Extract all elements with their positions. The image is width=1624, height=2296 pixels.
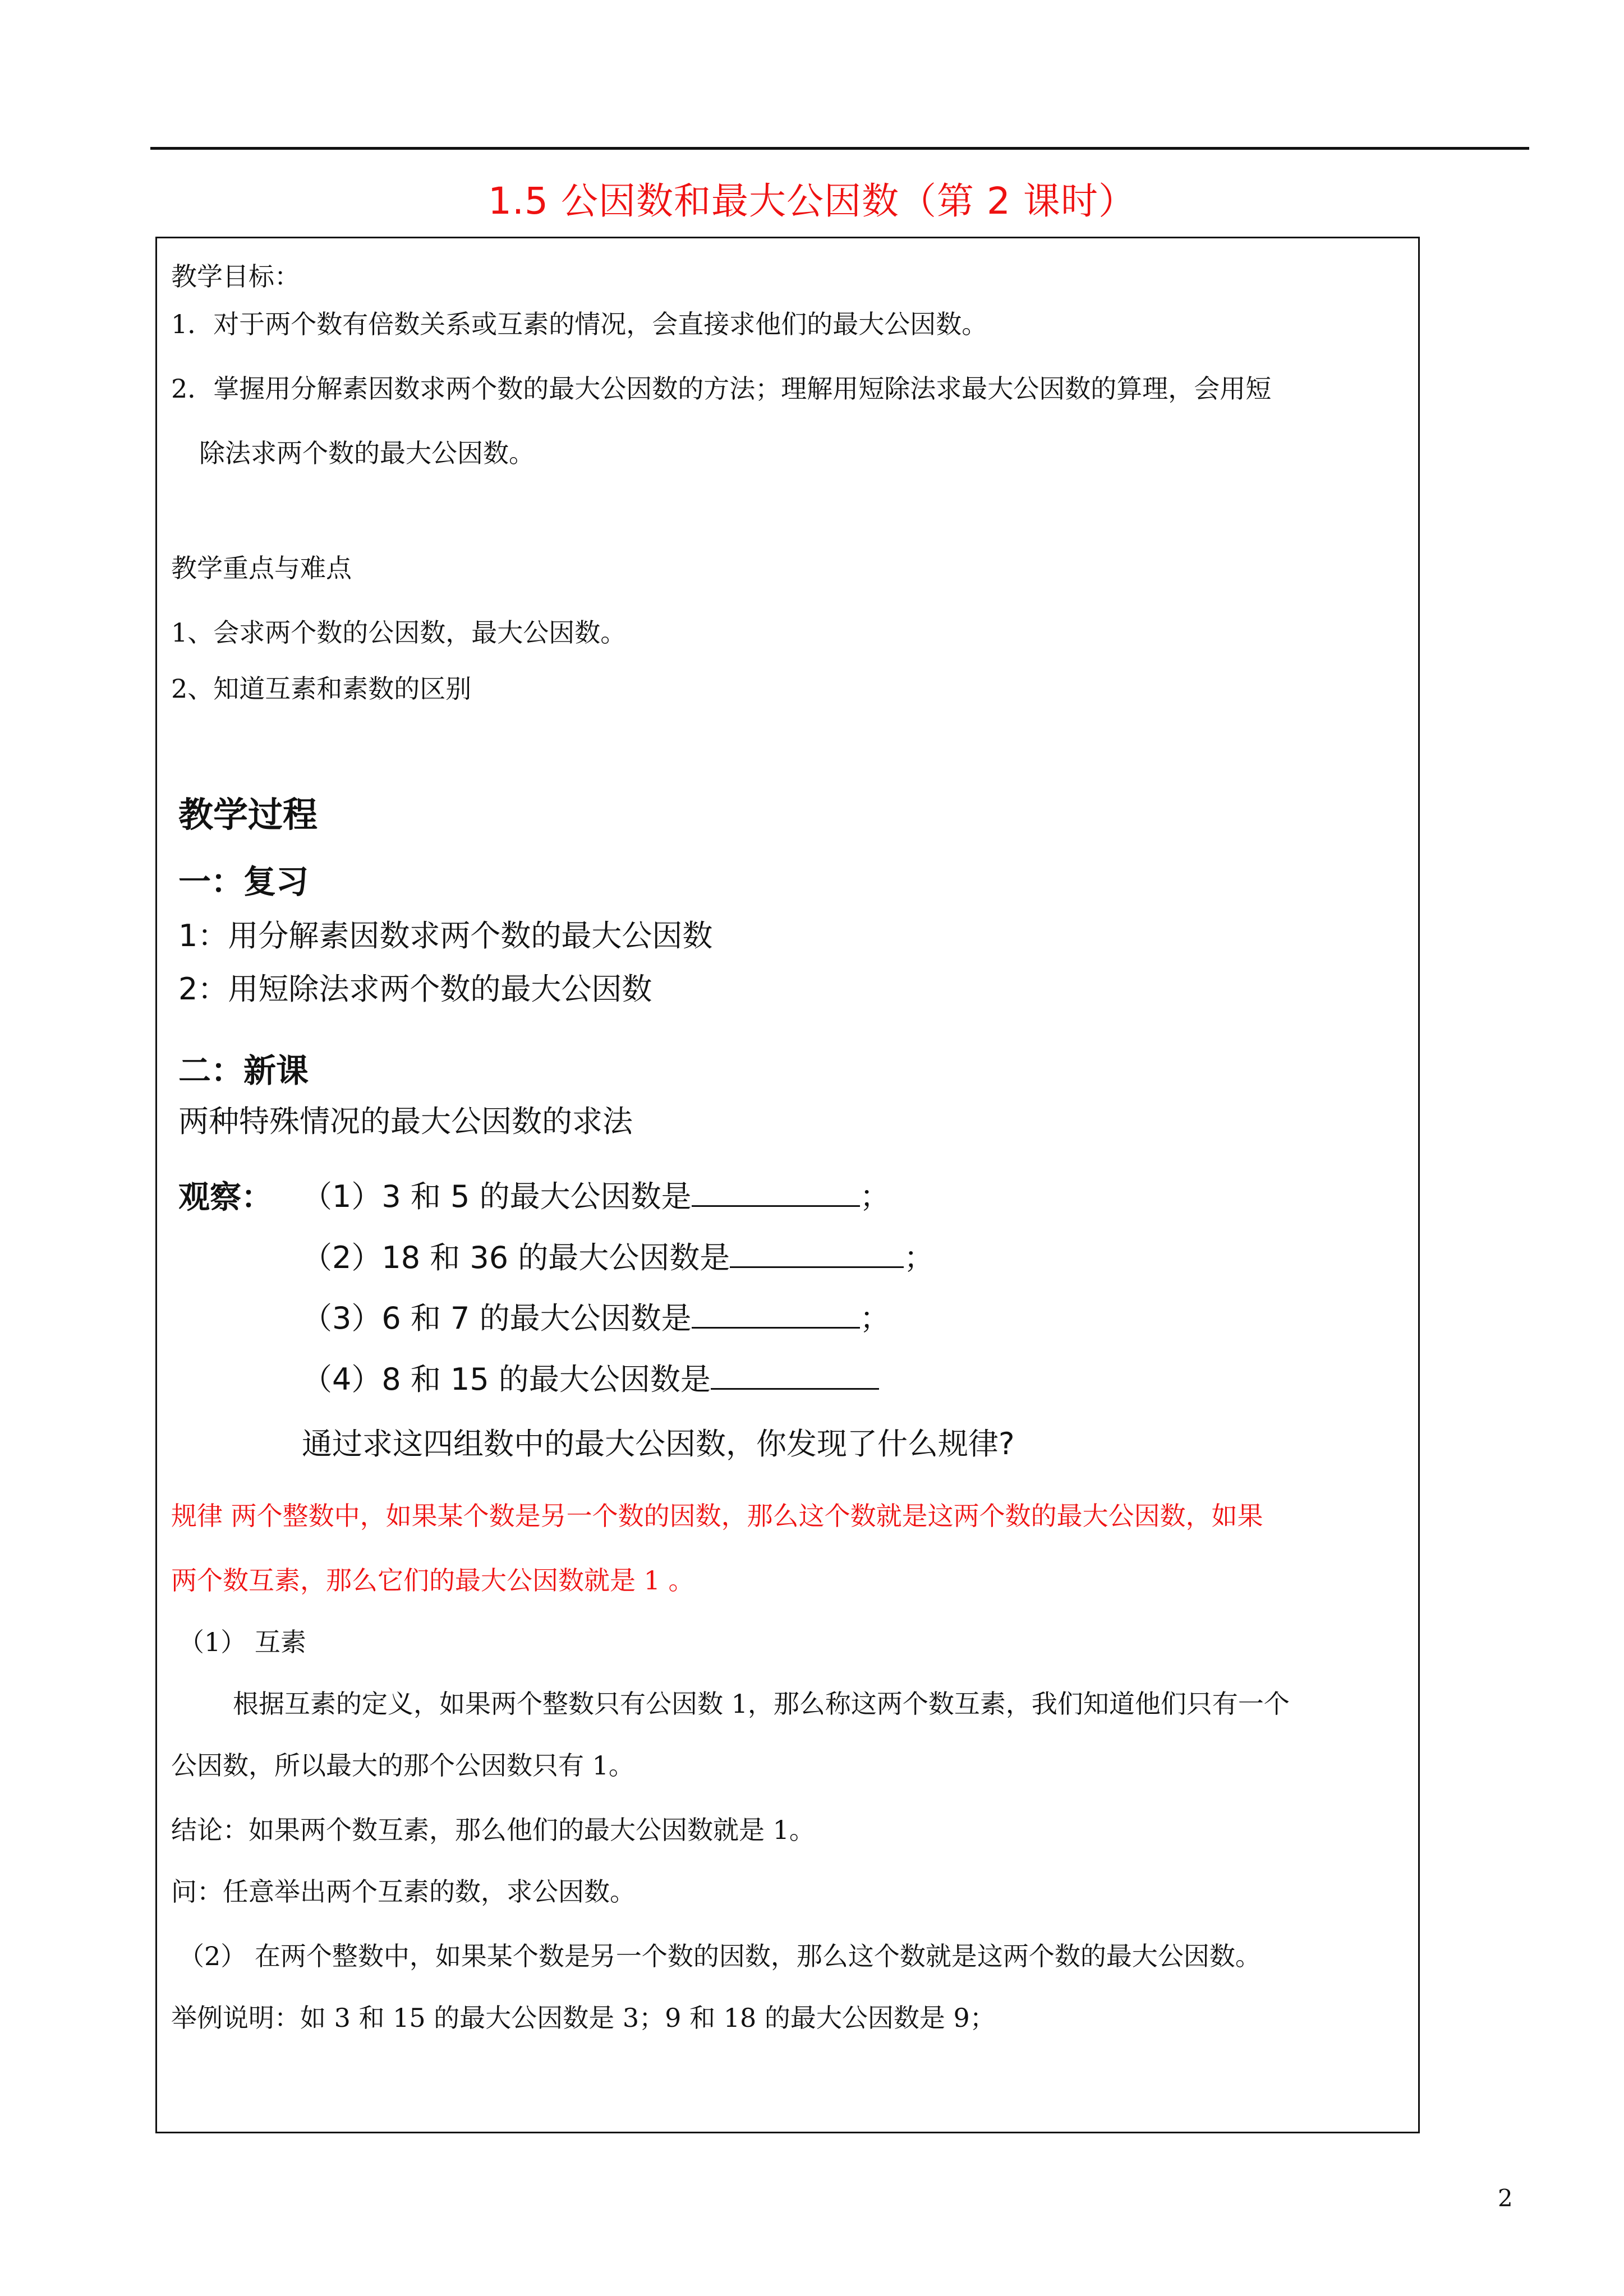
section-1-text-2: 公因数，所以最大的那个公因数只有 1。 bbox=[171, 1750, 634, 1781]
new-lesson-heading: 二：新课 bbox=[178, 1052, 309, 1090]
section-1-question: 问：任意举出两个互素的数，求公因数。 bbox=[171, 1877, 636, 1907]
observe-item-1-text: （1）3 和 5 的最大公因数是 bbox=[302, 1179, 692, 1214]
process-heading: 教学过程 bbox=[178, 794, 318, 835]
observe-item-4 bbox=[302, 1356, 879, 1399]
header-rule bbox=[150, 147, 1529, 150]
section-1-text-1: 根据互素的定义，如果两个整数只有公因数 1，那么称这两个数互素，我们知道他们只有一个 bbox=[233, 1689, 1290, 1719]
observe-item-4-text: （4）8 和 15 的最大公因数是 bbox=[302, 1362, 711, 1397]
section-1-label: （1） 互素 bbox=[178, 1627, 306, 1657]
section-2-example: 举例说明：如 3 和 15 的最大公因数是 3；9 和 18 的最大公因数是 9； bbox=[171, 2003, 996, 2033]
observe-question: 通过求这四组数中的最大公因数，你发现了什么规律? bbox=[302, 1426, 1015, 1461]
answer-blank-1 bbox=[692, 1179, 860, 1207]
rule-line-1: 规律 两个整数中，如果某个数是另一个数的因数，那么这个数就是这两个数的最大公因数，如果 bbox=[171, 1501, 1263, 1531]
observe-item-3-end: ； bbox=[859, 1301, 890, 1336]
objective-1: 1．对于两个数有倍数关系或互素的情况，会直接求他们的最大公因数。 bbox=[171, 309, 988, 339]
keypoints-heading: 教学重点与难点 bbox=[171, 553, 352, 583]
new-lesson-intro: 两种特殊情况的最大公因数的求法 bbox=[178, 1104, 633, 1139]
answer-blank-2 bbox=[730, 1241, 904, 1268]
answer-blank-3 bbox=[692, 1301, 860, 1329]
keypoint-2: 2、知道互素和素数的区别 bbox=[171, 674, 472, 704]
observe-item-3-text: （3）6 和 7 的最大公因数是 bbox=[302, 1301, 692, 1336]
page-title: 1.5 公因数和最大公因数（第 2 课时） bbox=[488, 179, 1136, 223]
rule-line-2: 两个数互素，那么它们的最大公因数就是 1 。 bbox=[171, 1565, 694, 1596]
objective-2-line2: 除法求两个数的最大公因数。 bbox=[199, 438, 535, 468]
review-heading: 一：复习 bbox=[178, 863, 309, 901]
observe-item-1 bbox=[302, 1173, 890, 1216]
observe-item-2-text: （2）18 和 36 的最大公因数是 bbox=[302, 1240, 730, 1275]
review-item-1: 1：用分解素因数求两个数的最大公因数 bbox=[178, 918, 713, 953]
keypoint-1: 1、会求两个数的公因数，最大公因数。 bbox=[171, 617, 627, 648]
observe-item-2 bbox=[302, 1234, 934, 1277]
section-2-label: （2） 在两个整数中，如果某个数是另一个数的因数，那么这个数就是这两个数的最大公因数。 bbox=[178, 1941, 1261, 1971]
answer-blank-4 bbox=[711, 1362, 879, 1390]
objectives-heading: 教学目标： bbox=[171, 261, 300, 292]
section-1-conclusion: 结论：如果两个数互素，那么他们的最大公因数就是 1。 bbox=[171, 1815, 815, 1845]
observe-item-2-end: ； bbox=[904, 1240, 935, 1275]
objective-2-line1: 2．掌握用分解素因数求两个数的最大公因数的方法；理解用短除法求最大公因数的算理，会用短 bbox=[171, 374, 1272, 404]
observe-item-3 bbox=[302, 1294, 890, 1338]
page-number: 2 bbox=[1498, 2184, 1513, 2212]
observe-label: 观察： bbox=[178, 1179, 273, 1216]
observe-item-1-end: ； bbox=[859, 1179, 890, 1214]
review-item-2: 2：用短除法求两个数的最大公因数 bbox=[178, 971, 652, 1007]
